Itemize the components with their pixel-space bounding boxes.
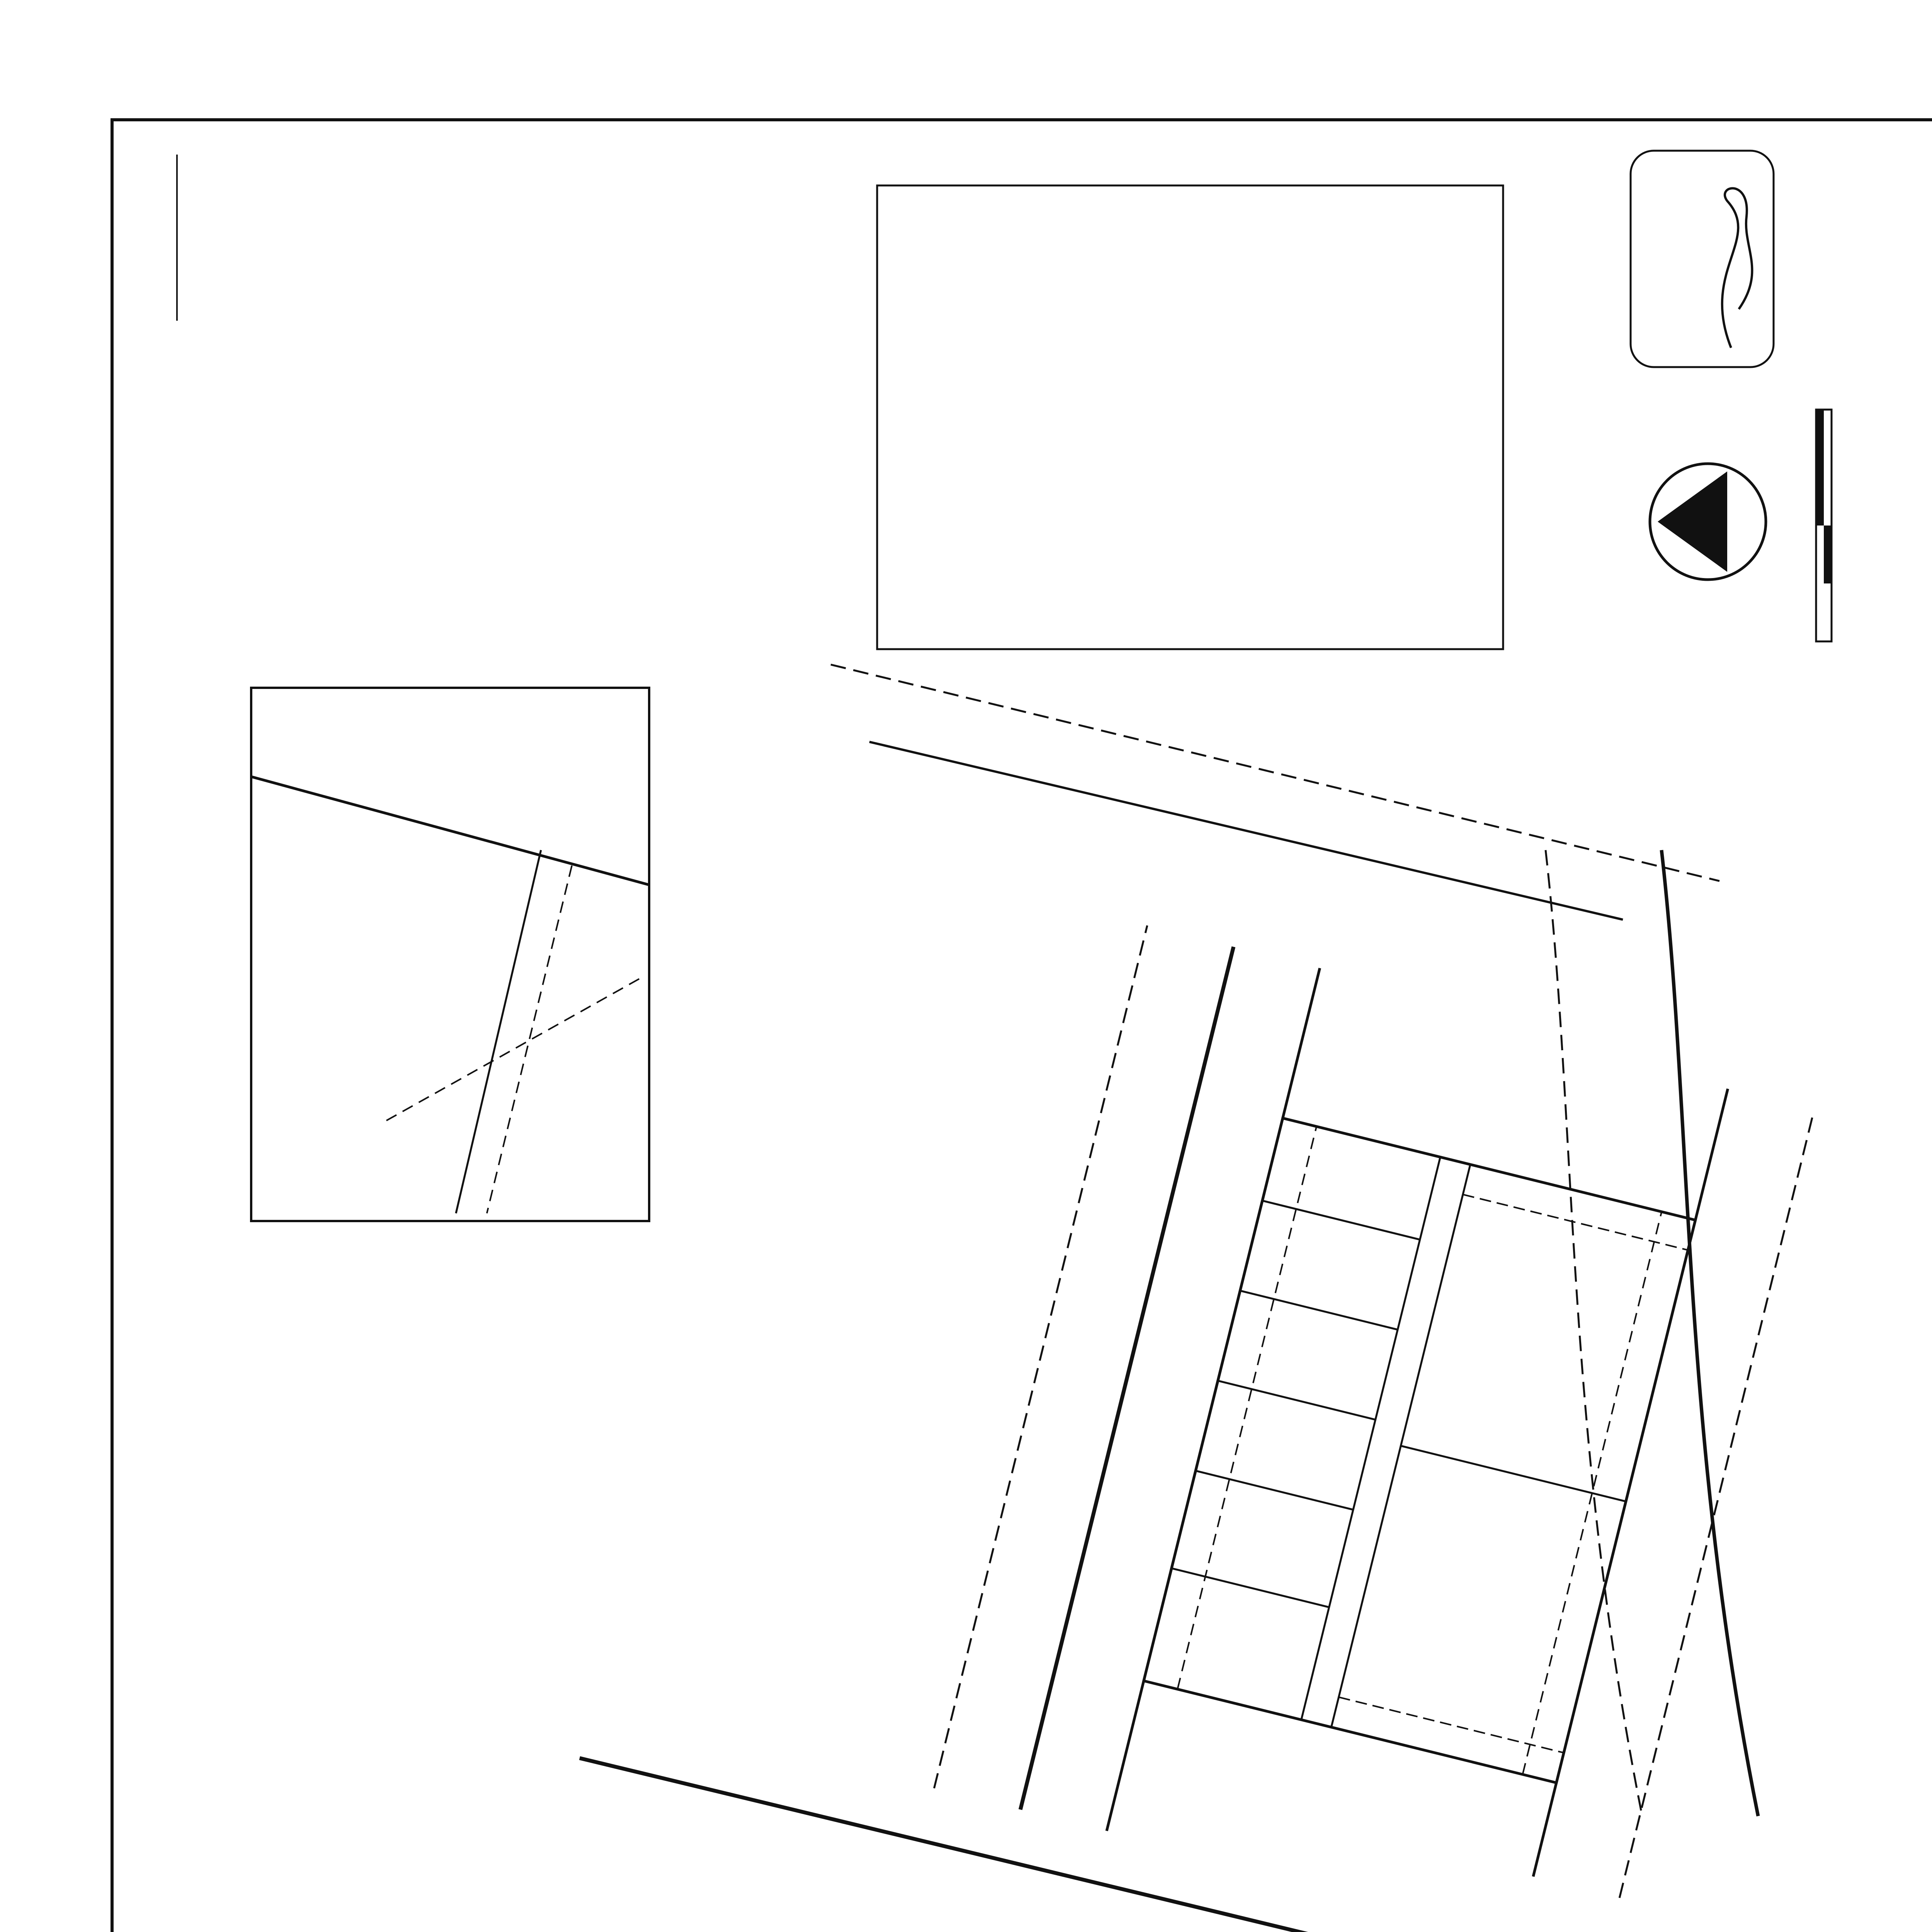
- north-arrow: [1650, 464, 1766, 580]
- lot-layout: [934, 925, 1819, 1932]
- scale-bar: [1816, 410, 1832, 641]
- curve-table-frame: [877, 185, 1503, 649]
- nw-314th-avenue-far-edge: [1619, 1110, 1814, 1898]
- curve-table: [877, 185, 1503, 649]
- nw-315th-avenue-south-line: [580, 1758, 1700, 1932]
- scale-bar-fill-1: [1816, 410, 1824, 526]
- nw-315th-avenue-edge: [1107, 968, 1320, 1831]
- lot-line-b: [1196, 1471, 1353, 1510]
- nw-315th-avenue-far-edge: [934, 925, 1148, 1788]
- lot-line-c: [1218, 1381, 1376, 1420]
- pue-line-south: [1177, 1126, 1316, 1689]
- tract-jj-edge-a: [1301, 1157, 1440, 1719]
- lot-line-e: [1262, 1201, 1420, 1240]
- north-arrow-icon: [1658, 471, 1727, 572]
- lot-line-a: [1172, 1568, 1329, 1607]
- detail-4a: [251, 688, 649, 1221]
- plan-view: [580, 665, 1819, 1932]
- pue-line-north: [1523, 1212, 1662, 1774]
- surveyor-stamp: [1631, 151, 1774, 367]
- lot-line-274: [1339, 1697, 1564, 1753]
- scale-bar-fill-2: [1824, 526, 1832, 583]
- lot-line-d: [1240, 1291, 1398, 1330]
- tract-jj-edge-b: [1331, 1165, 1470, 1727]
- nw-yorkshire-street-edge: [1546, 850, 1642, 1816]
- detail-4a-frame: [251, 688, 649, 1221]
- nw-314th-avenue-north-edge: [831, 665, 1719, 881]
- surveyor-signature: [1722, 188, 1752, 348]
- nw-315th-avenue-centerline: [1020, 947, 1234, 1810]
